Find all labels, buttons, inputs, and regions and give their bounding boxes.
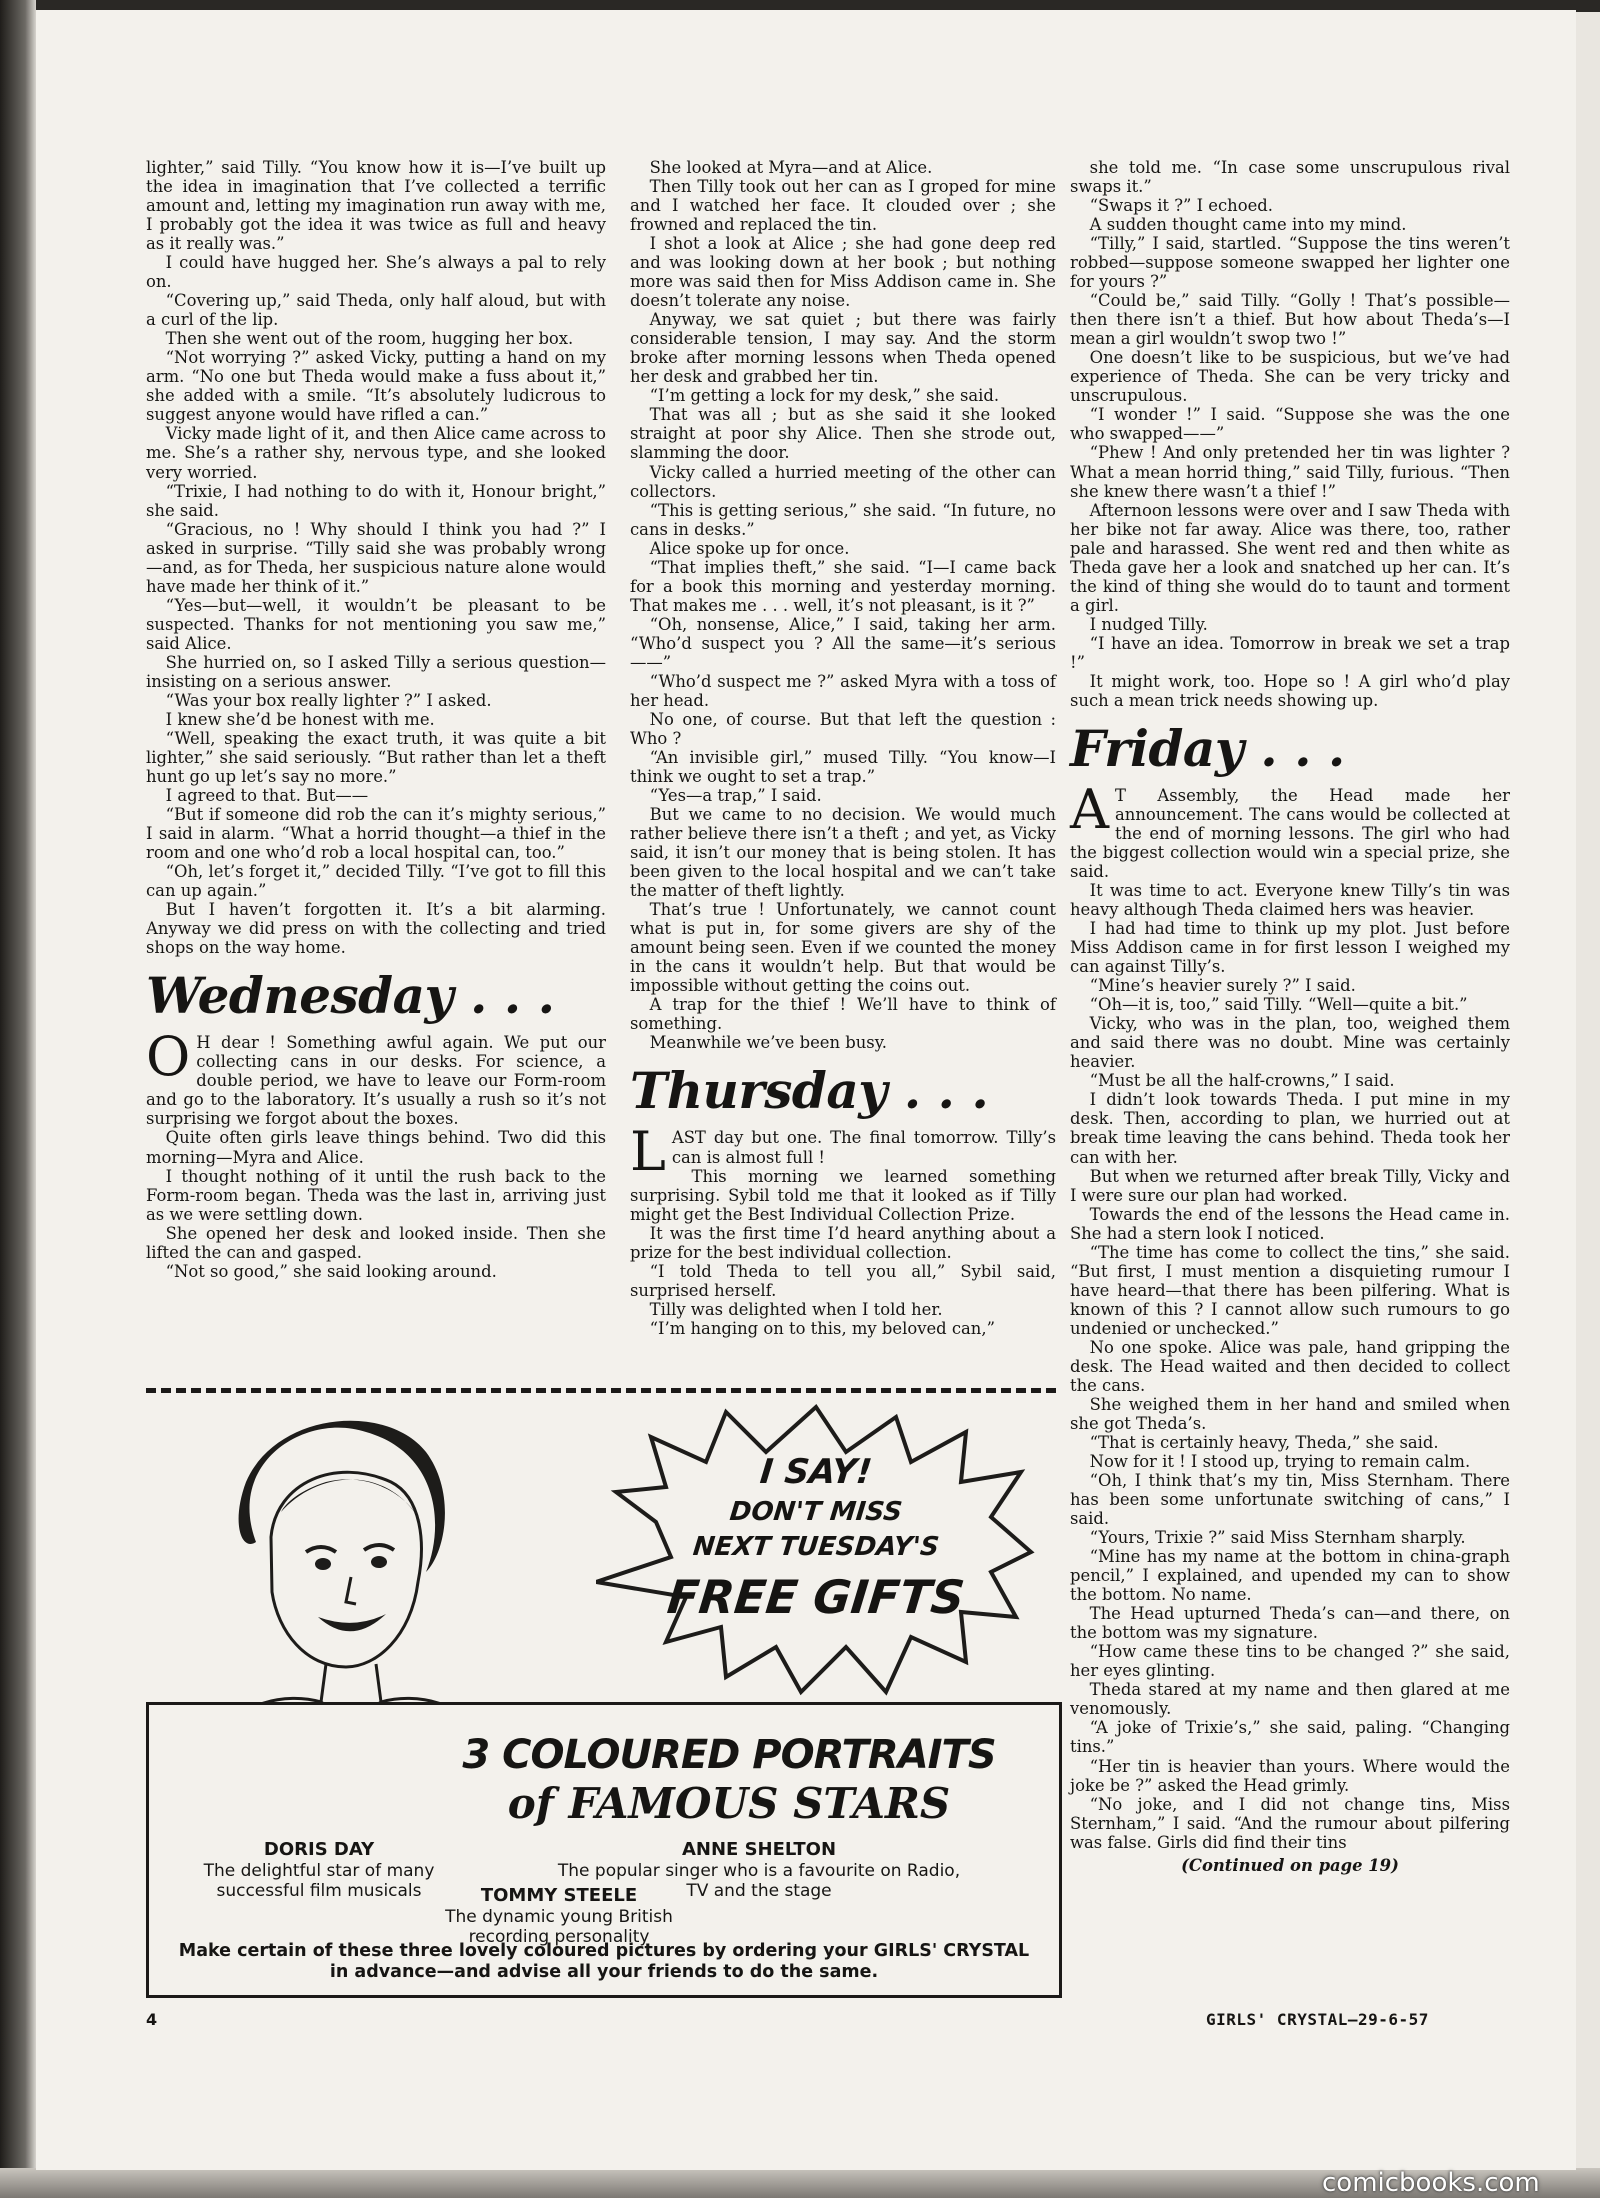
paragraph: “Yes—but—well, it wouldn’t be pleasant to be suspected. Thanks for not mentioning you saw me,” said Alice.: [146, 595, 606, 653]
paragraph: A sudden thought came into my mind.: [1089, 215, 1407, 235]
paragraph: “Oh, let’s forget it,” decided Tilly. “I’ve got to fill this can up again.”: [146, 862, 606, 901]
paragraph: “This is getting serious,” she said. “In future, no cans in desks.”: [630, 500, 1056, 539]
paragraph: Anyway, we sat quiet ; but there was fairly considerable tension, I may say. And the storm broke after morning lessons when Theda opened her desk and grabbed her tin.: [630, 310, 1056, 387]
paragraph: One doesn’t like to be suspicious, but we’ve had experience of Theda. She can be very tricky and unscrupulous.: [1070, 348, 1510, 406]
paragraph: Now for it ! I stood up, trying to remain calm.: [1089, 1452, 1471, 1471]
magazine-page: [36, 10, 1576, 2170]
paragraph: Vicky made light of it, and then Alice came across to me. She’s a rather shy, nervous type, and she looked very worried.: [146, 424, 606, 482]
paragraph: “Gracious, no ! Why should I think you had ?” I asked in surprise. “Tilly said she was probably wrong—and, as for Theda, her suspicious nature alone would have made her think of it.”: [146, 519, 606, 596]
paragraph: A trap for the thief ! We’ll have to think of something.: [630, 995, 1056, 1034]
paragraph: The Head upturned Theda’s can—and there, on the bottom was my signature.: [1070, 1604, 1510, 1643]
paragraph: It was the first time I’d heard anything about a prize for the best individual collection.: [630, 1223, 1056, 1262]
paragraph: “Must be all the half-crowns,” I said.: [1089, 1071, 1395, 1091]
paragraph: “That is certainly heavy, Theda,” she said.: [1089, 1432, 1439, 1452]
paragraph: This morning we learned something surprising. Sybil told me that it looked as if Tilly might get the Best Individual Collection Prize.: [630, 1166, 1056, 1224]
paragraph: I nudged Tilly.: [1089, 614, 1208, 634]
paragraph: Quite often girls leave things behind. Two did this morning—Myra and Alice.: [146, 1128, 606, 1167]
paragraph: “Well, speaking the exact truth, it was quite a bit lighter,” she said seriously. “But rather than let a theft hunt go up let’s say no more.”: [146, 728, 606, 786]
paragraph: That was all ; but as she said it she looked straight at poor shy Alice. Then she strode out, slamming the door.: [630, 405, 1056, 463]
wednesday-paragraphs: [146, 1128, 606, 1280]
paragraph: She hurried on, so I asked Tilly a serious question—insisting on a serious answer.: [146, 652, 606, 691]
friday-heading: Friday . . .: [1070, 718, 1345, 778]
paragraph: Theda stared at my name and then glared at me venomously.: [1070, 1680, 1510, 1719]
page-number: 4: [146, 2010, 158, 2029]
paragraph: Then Tilly took out her can as I groped for mine and I watched her face. It clouded over ; she frowned and replaced the tin.: [630, 177, 1056, 235]
bubble-line-4: FREE GIFTS: [664, 1570, 968, 1624]
star-doris-day: DORIS DAY The delightful star of many successful film musicals: [203, 1839, 435, 1901]
paragraph: “I told Theda to tell you all,” Sybil said, surprised herself.: [630, 1261, 1056, 1300]
column-2-paragraphs: [630, 158, 1056, 1052]
smiling-girl-illustration: [186, 1402, 486, 1742]
paragraph: “Phew ! And only pretended her tin was lighter ? What a mean horrid thing,” said Tilly, furious. “Then she knew there wasn’t a thief !”: [1070, 443, 1510, 501]
paragraph: I didn’t look towards Theda. I put mine in my desk. Then, according to plan, we hurried out at break time leaving the cans behind. Theda took her can with her.: [1070, 1090, 1510, 1167]
paragraph: “Was your box really lighter ?” I asked.: [165, 690, 492, 710]
paragraph: Afternoon lessons were over and I saw Theda with her bike not far away. Alice was there, too, rather pale and harassed. She went red and then white as Theda gave her a look and snatched up her can. It’s the kind of thing she would do to taunt and torment a girl.: [1070, 500, 1510, 615]
paragraph: That’s true ! Unfortunately, we cannot count what is put in, for some givers are shy of the amount being seen. Even if we counted the money in the cans it wouldn’t help. But that would be impossible without getting the coins out.: [630, 900, 1056, 996]
scan-edge-left: [0, 0, 36, 2198]
paragraph: Then she went out of the room, hugging her box.: [165, 329, 574, 349]
paragraph: “Her tin is heavier than yours. Where would the joke be ?” asked the Head grimly.: [1070, 1756, 1510, 1795]
free-gifts-advert: [146, 1402, 1056, 2002]
star-tommy-steele: TOMMY STEELE The dynamic young British recording personality: [445, 1885, 673, 1947]
paragraph: It might work, too. Hope so ! A girl who’d play such a mean trick needs showing up.: [1070, 671, 1510, 710]
paragraph: But when we returned after break Tilly, Vicky and I were sure our plan had worked.: [1070, 1166, 1510, 1205]
paragraph: But I haven’t forgotten it. It’s a bit alarming. Anyway we did press on with the collecting and tried shops on the way home.: [146, 900, 606, 958]
story-column-3: [1070, 158, 1510, 2168]
paragraph: I shot a look at Alice ; she had gone deep red and was looking down at her book ; but nothing more was said then for Miss Addison came in. She doesn’t tolerate any noise.: [630, 234, 1056, 311]
story-column-1: [146, 158, 606, 1373]
paragraph: Tilly was delighted when I told her.: [649, 1299, 943, 1319]
watermark: comicbooks.com: [1322, 2168, 1540, 2198]
paragraph: It was time to act. Everyone knew Tilly’s tin was heavy although Theda claimed hers was heavier.: [1070, 881, 1510, 920]
paragraph: Towards the end of the lessons the Head came in. She had a stern look I noticed.: [1070, 1204, 1510, 1243]
wednesday-first-paragraph: O H dear ! Something awful again. We put our collecting cans in our desks. For science, a double period, we have to leave our Form-room and go to the laboratory. It’s usually a rush so it’s not surprising we forgot about the boxes.: [146, 1025, 606, 1129]
paragraph: “No joke, and I did not change tins, Miss Sternham,” I said. “And the rumour about pilfering was false. Girls did find their tins: [1070, 1794, 1510, 1852]
paragraph: “Oh—it is, too,” said Tilly. “Well—quite a bit.”: [1089, 995, 1468, 1015]
paragraph: “Mine has my name at the bottom in china-graph pencil,” I explained, and upended my can to show the bottom. No name.: [1070, 1547, 1510, 1605]
paragraph: “Covering up,” said Theda, only half aloud, but with a curl of the lip.: [146, 291, 606, 330]
paragraph: “Mine’s heavier surely ?” I said.: [1089, 976, 1356, 996]
paragraph: “Could be,” said Tilly. “Golly ! That’s possible—then there isn’t a thief. But how about Theda’s—I mean a girl wouldn’t swop two !”: [1070, 291, 1510, 349]
paragraph: She looked at Myra—and at Alice.: [649, 158, 933, 177]
paragraph: “Yours, Trixie ?” said Miss Sternham sharply.: [1089, 1528, 1466, 1548]
paragraph: “How came these tins to be changed ?” she said, her eyes glinting.: [1070, 1642, 1510, 1681]
friday-drop-cap: A: [1070, 777, 1109, 841]
bubble-line-2: DON'T MISS: [728, 1497, 904, 1527]
thursday-heading: Thursday . . .: [630, 1061, 989, 1121]
paragraph: “Tilly,” I said, startled. “Suppose the tins weren’t robbed—suppose someone swapped her lighter one for yours ?”: [1070, 234, 1510, 292]
dashed-divider: [146, 1388, 1056, 1393]
paragraph: But we came to no decision. We would much rather believe there isn’t a theft ; and yet, as Vicky said, it isn’t our money that is being stolen. It has been given to the local hospital and we can’t take the matter of theft lightly.: [630, 805, 1056, 901]
thursday-drop-cap: L: [630, 1120, 666, 1184]
wednesday-heading: Wednesday . . .: [146, 966, 555, 1026]
paragraph: “I’m getting a lock for my desk,” she said.: [649, 386, 1000, 406]
column-3-paragraphs: [1070, 158, 1510, 710]
paragraph: She weighed them in her hand and smiled when she got Theda’s.: [1070, 1394, 1510, 1433]
wednesday-drop-cap: O: [146, 1025, 191, 1089]
paragraph: lighter,” said Tilly. “You know how it is—I’ve built up the idea in imagination that I’ve collected a terrific amount and, letting my imagination run away with me, I probably got the idea it was twice as full and heavy as it really was.”: [146, 158, 606, 254]
paragraph: “That implies theft,” she said. “I—I came back for a book this morning and yesterday morning. That makes me . . . well, it’s not pleasant, is it ?”: [630, 557, 1056, 615]
paragraph: “But if someone did rob the can it’s mighty serious,” I said in alarm. “What a horrid thought—a thief in the room and one who’d rob a local hospital can, too.”: [146, 805, 606, 863]
friday-first-paragraph: A T Assembly, the Head made her announcement. The cans would be collected at the end of morning lessons. The girl who had the biggest collection would win a special prize, she said.: [1070, 777, 1510, 882]
paragraph: “I’m hanging on to this, my beloved can,”: [649, 1318, 995, 1338]
paragraph: No one, of course. But that left the question : Who ?: [630, 709, 1056, 748]
paragraph: I thought nothing of it until the rush back to the Form-room began. Theda was the last in, arriving just as we were settling down.: [146, 1166, 606, 1224]
friday-paragraphs: [1070, 881, 1510, 1852]
paragraph: I had had time to think up my plot. Just before Miss Addison came in for first lesson I weighed my can against Tilly’s.: [1070, 919, 1510, 977]
advert-panel: [146, 1702, 1062, 1998]
paragraph: “The time has come to collect the tins,” she said. “But first, I must mention a disquieting rumour I have heard—that there has been pilfering. What is known of this ? I cannot allow such rumours to go undenied or unchecked.”: [1070, 1242, 1510, 1338]
advert-subheadline: of FAMOUS STARS: [507, 1779, 951, 1828]
paragraph: “Trixie, I had nothing to do with it, Honour bright,” she said.: [146, 481, 606, 520]
paragraph: “A joke of Trixie’s,” she said, paling. “Changing tins.”: [1070, 1718, 1510, 1757]
paragraph: Alice spoke up for once.: [649, 538, 850, 558]
paragraph: “I wonder !” I said. “Suppose she was the one who swapped——”: [1070, 405, 1510, 444]
continued-notice: (Continued on page 19): [1181, 1855, 1399, 1875]
masthead-date: GIRLS' CRYSTAL—29-6-57: [1206, 2010, 1429, 2029]
paragraph: she told me. “In case some unscrupulous rival swaps it.”: [1070, 158, 1510, 197]
paragraph: “Not worrying ?” asked Vicky, putting a hand on my arm. “No one but Theda would make a fuss about it,” she added with a smile. “It’s absolutely ludicrous to suggest anyone would have rifled a can.”: [146, 348, 606, 425]
paragraph: I agreed to that. But——: [165, 786, 369, 806]
paragraph: Meanwhile we’ve been busy.: [649, 1033, 887, 1053]
advert-footer: Make certain of these three lovely coloured pictures by ordering your GIRLS' CRYSTAL in advance—and advise all your friends to do the same.: [178, 1941, 1030, 1982]
paragraph: “Swaps it ?” I echoed.: [1089, 196, 1274, 216]
story-column-2: [630, 158, 1056, 1373]
paragraph: No one spoke. Alice was pale, hand gripping the desk. The Head waited and then decided to collect the cans.: [1070, 1337, 1510, 1395]
paragraph: “Who’d suspect me ?” asked Myra with a toss of her head.: [630, 671, 1056, 710]
bubble-line-1: I SAY!: [758, 1452, 874, 1492]
paragraph: Vicky called a hurried meeting of the other can collectors.: [630, 462, 1056, 501]
advert-headline: 3 COLOURED PORTRAITS: [462, 1732, 996, 1778]
paragraph: Vicky, who was in the plan, too, weighed them and said there was no doubt. Mine was certainly heavier.: [1070, 1014, 1510, 1072]
paragraph: “Oh, I think that’s my tin, Miss Sternham. There has been some unfortunate switching of cans,” I said.: [1070, 1471, 1510, 1529]
paragraph: “Not so good,” she said looking around.: [165, 1261, 497, 1281]
paragraph: “Yes—a trap,” I said.: [649, 786, 822, 806]
paragraph: “I have an idea. Tomorrow in break we set a trap !”: [1070, 633, 1510, 672]
paragraph: I could have hugged her. She’s always a pal to rely on.: [146, 253, 606, 292]
column-1-paragraphs: [146, 158, 606, 957]
thursday-first-paragraph: LAST day but one. The final tomorrow. Tilly’s can is almost full !: [630, 1120, 1056, 1184]
paragraph: She opened her desk and looked inside. Then she lifted the can and gasped.: [146, 1223, 606, 1262]
thursday-paragraphs: [630, 1167, 1056, 1338]
paragraph: I knew she’d be honest with me.: [165, 709, 435, 729]
star-anne-shelton: ANNE SHELTON The popular singer who is a favourite on Radio, TV and the stage: [557, 1839, 961, 1901]
paragraph: “An invisible girl,” mused Tilly. “You know—I think we ought to set a trap.”: [630, 747, 1056, 786]
paragraph: “Oh, nonsense, Alice,” I said, taking her arm. “Who’d suspect you ? All the same—it’s serious——”: [630, 614, 1056, 672]
bubble-line-3: NEXT TUESDAY'S: [691, 1532, 941, 1562]
